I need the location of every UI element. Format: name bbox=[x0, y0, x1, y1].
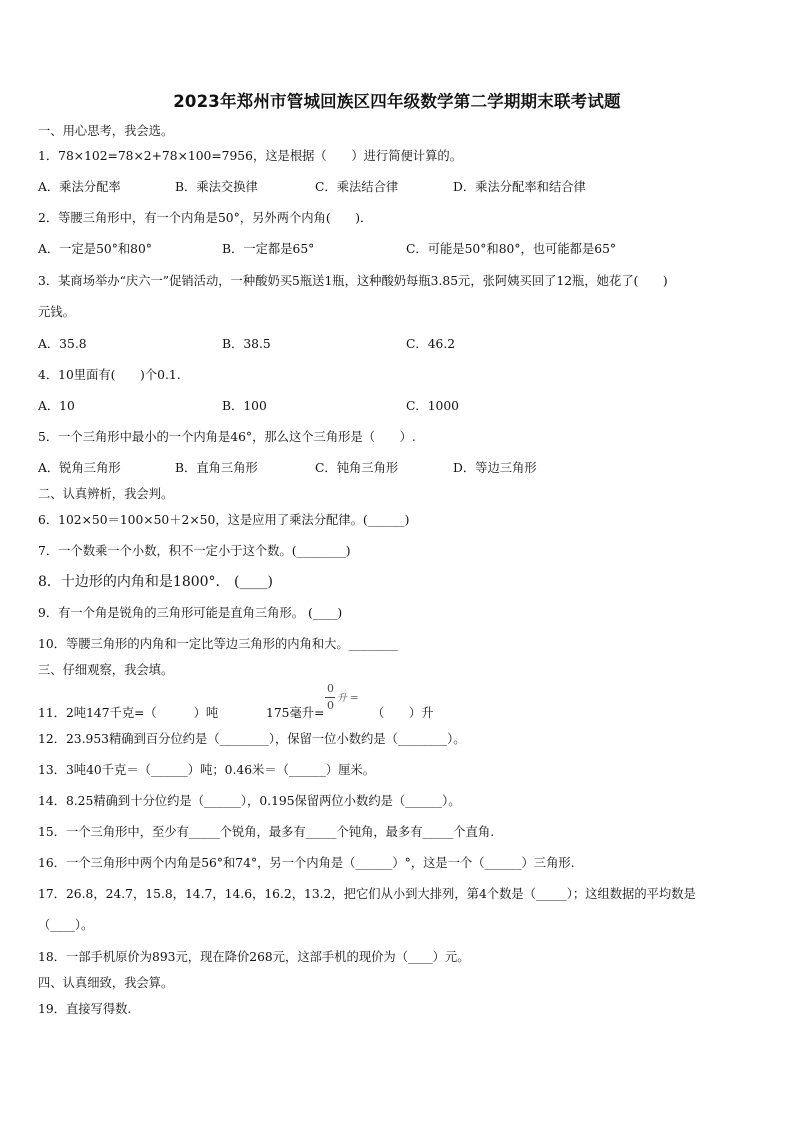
fraction-figure bbox=[323, 682, 363, 718]
q3-option-c: C．46.2 bbox=[406, 337, 456, 351]
page-title: 2023年郑州市管城回族区四年级数学第二学期期末联考试题 bbox=[173, 92, 621, 111]
question-3: 3．某商场举办“庆六一”促销活动，一种酸奶买5瓶送1瓶，这种酸奶每瓶3.85元，张阿姨买回了12瓶，她花了( ) bbox=[38, 274, 668, 288]
question-4: 4．10里面有( )个0.1. bbox=[38, 368, 181, 382]
section-heading-1: 一、用心思考，我会选。 bbox=[38, 124, 174, 138]
question-6: 6．102×50＝100×50＋2×50，这是应用了乘法分配律。(______) bbox=[38, 513, 410, 527]
q2-option-b: B．一定都是65° bbox=[222, 242, 315, 256]
q5-option-d: D．等边三角形 bbox=[453, 461, 537, 475]
question-10: 10．等腰三角形的内角和一定比等边三角形的内角和大。________ bbox=[38, 637, 398, 651]
q5-option-c: C．钝角三角形 bbox=[315, 461, 399, 475]
question-16: 16．一个三角形中两个内角是56°和74°，另一个内角是（______）°，这是一个（______）三角形. bbox=[38, 856, 575, 870]
question-17: 17．26.8，24.7，15.8，14.7，14.6，16.2，13.2，把它们从小到大排列，第4个数是（_____）；这组数据的平均数是 bbox=[38, 887, 696, 901]
q1-option-d: D．乘法分配率和结合律 bbox=[453, 180, 586, 194]
question-11-part3: （ ）升 bbox=[372, 706, 434, 720]
q2-option-c: C．可能是50°和80°，也可能都是65° bbox=[406, 242, 617, 256]
question-7: 7．一个数乘一个小数，积不一定小于这个数。(________) bbox=[38, 544, 351, 558]
q1-option-c: C．乘法结合律 bbox=[315, 180, 399, 194]
question-9: 9．有一个角是锐角的三角形可能是直角三角形。 (____) bbox=[38, 606, 343, 620]
question-14: 14．8.25精确到十分位约是（______），0.195保留两位小数约是（______）。 bbox=[38, 794, 461, 808]
q3-option-a: A．35.8 bbox=[38, 337, 87, 351]
q4-option-a: A．10 bbox=[38, 399, 75, 413]
question-3-cont: 元钱。 bbox=[38, 305, 75, 319]
q4-option-c: C．1000 bbox=[406, 399, 460, 413]
question-11-part2: 175毫升= bbox=[266, 706, 325, 720]
question-1: 1．78×102=78×2+78×100=7956，这是根据（ ）进行简便计算的。 bbox=[38, 149, 462, 163]
question-12: 12．23.953精确到百分位约是（________），保留一位小数约是（________）。 bbox=[38, 732, 466, 746]
question-11-part1: 11．2吨147千克=（ ）吨 bbox=[38, 706, 219, 720]
question-8: 8．十边形的内角和是1800°． (____) bbox=[38, 574, 273, 590]
q5-option-b: B．直角三角形 bbox=[175, 461, 258, 475]
q2-option-a: A．一定是50°和80° bbox=[38, 242, 152, 256]
fraction-bar bbox=[325, 697, 335, 698]
question-17-cont: （____）。 bbox=[38, 918, 94, 932]
section-heading-3: 三、仔细观察，我会填。 bbox=[38, 663, 174, 677]
question-2: 2．等腰三角形中，有一个内角是50°，另外两个内角( )． bbox=[38, 211, 373, 225]
question-19: 19．直接写得数. bbox=[38, 1002, 132, 1016]
section-heading-2: 二、认真辨析，我会判。 bbox=[38, 487, 174, 501]
q5-option-a: A．锐角三角形 bbox=[38, 461, 121, 475]
question-15: 15．一个三角形中，至少有_____个锐角，最多有_____个钝角，最多有_____个直角. bbox=[38, 825, 495, 839]
q4-option-b: B．100 bbox=[222, 399, 267, 413]
question-18: 18．一部手机原价为893元，现在降价268元，这部手机的现价为（____）元。 bbox=[38, 950, 470, 964]
question-13: 13．3吨40千克＝（______）吨；0.46米＝（______）厘米。 bbox=[38, 763, 376, 777]
fraction-numerator: 0 bbox=[327, 682, 334, 695]
fraction-denominator: 0 bbox=[327, 699, 334, 712]
q1-option-a: A．乘法分配率 bbox=[38, 180, 121, 194]
q3-option-b: B．38.5 bbox=[222, 337, 271, 351]
section-heading-4: 四、认真细致，我会算。 bbox=[38, 976, 174, 990]
q1-option-b: B．乘法交换律 bbox=[175, 180, 258, 194]
fraction-suffix: 升 = bbox=[337, 693, 359, 704]
question-5: 5．一个三角形中最小的一个内角是46°，那么这个三角形是（ ）. bbox=[38, 430, 416, 444]
